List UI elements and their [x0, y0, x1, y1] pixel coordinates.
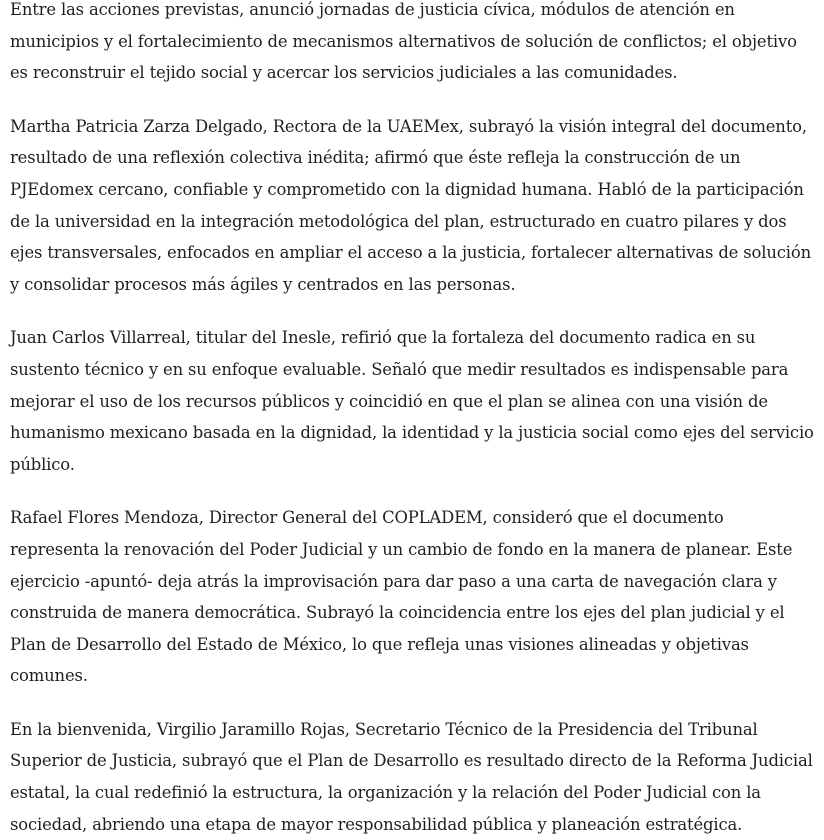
paragraph-director-copladem: Rafael Flores Mendoza, Director General del COPLADEM, consideró que el documento representa la renovación del Poder Judicial y un cambio de fondo en la manera de planear. Este ejercicio -apuntó- deja atrás la improvisación para dar paso a una carta de navegación clara y construida de manera democrática. Subrayó la coincidencia entre los ejes del plan judicial y el Plan de Desarrollo del Estado de México, lo que refleja unas visiones alineadas y objetivas comunes. — [10, 508, 793, 686]
paragraph-rectora-uaemex: Martha Patricia Zarza Delgado, Rectora de la UAEMex, subrayó la visión integral del documento, resultado de una reflexión colectiva inédita; afirmó que éste refleja la construcción de un PJEdomex cercano, confiable y comprometido con la dignidad humana. Habló de la participación de la universidad en la integración metodológica del plan, estructurado en cuatro pilares y dos ejes transversales, enfocados en ampliar el acceso a la justicia, fortalecer alternativas de solución y consolidar procesos más ágiles y centrados en las personas. — [10, 116, 812, 294]
paragraph-secretario-tecnico: En la bienvenida, Virgilio Jaramillo Rojas, Secretario Técnico de la Presidencia del Tribunal Superior de Justicia, subrayó que el Plan de Desarrollo es resultado directo de la Reforma Judicial estatal, la cual redefinió la estructura, la organización y la relación del Poder Judicial con la sociedad, abriendo una etapa de mayor responsabilidad pública y planeación estratégica. — [10, 719, 813, 834]
paragraph-titular-inesle: Juan Carlos Villarreal, titular del Inesle, refirió que la fortaleza del documento radica en su sustento técnico y en su enfoque evaluable. Señaló que medir resultados es indispensable para mejorar el uso de los recursos públicos y coincidió en que el plan se alinea con una visión de humanismo mexicano basada en la dignidad, la identidad y la justicia social como ejes del servicio público. — [10, 328, 814, 474]
paragraph-acciones-previstas: Entre las acciones previstas, anunció jornadas de justicia cívica, módulos de atención en municipios y el fortalecimiento de mecanismos alternativos de solución de conflictos; el objetivo es reconstruir el tejido social y acercar los servicios judiciales a las comunidades. — [10, 0, 797, 83]
